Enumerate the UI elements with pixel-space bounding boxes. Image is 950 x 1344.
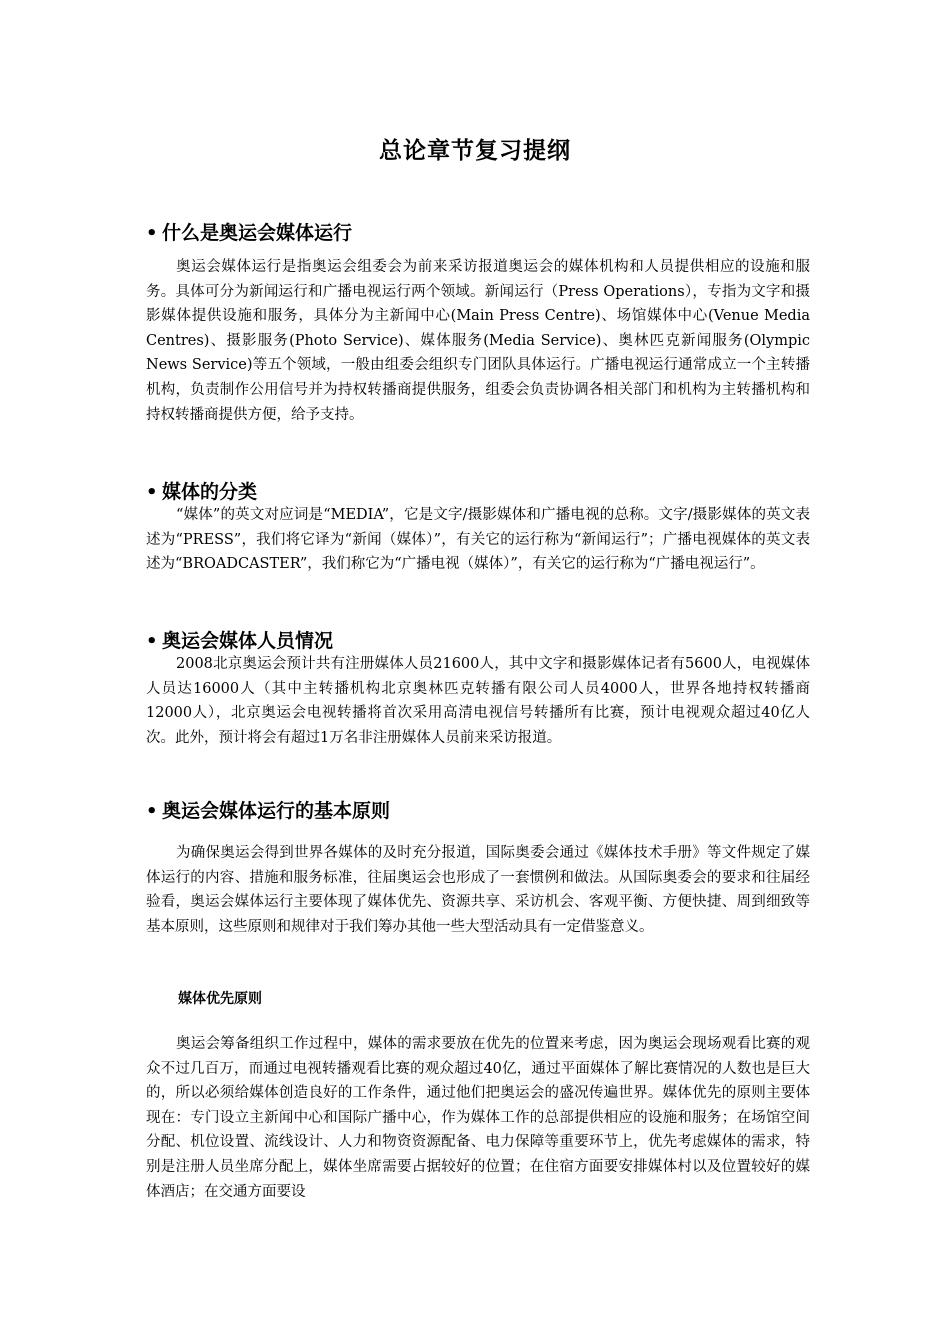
section-heading-text: 奥运会媒体运行的基本原则: [162, 800, 391, 822]
section-paragraph-media-classification: “媒体”的英文对应词是“MEDIA”，它是文字/摄影媒体和广播电视的总称。文字/摄影媒体的英文表述为“PRESS”，我们将它译为“新闻（媒体）”，有关它的运行称为“新闻运行”；广播电视媒体的英文表述为“BROADCASTER”，我们称它为“广播电视（媒体）”，有关它的运行称为“广播电视运行”。: [146, 507, 810, 573]
section-heading-text: 奥运会媒体人员情况: [162, 630, 334, 652]
section-paragraph-basic-principles: 为确保奥运会得到世界各媒体的及时充分报道，国际奥委会通过《媒体技术手册》等文件规定了媒体运行的内容、措施和服务标准，往届奥运会也形成了一套惯例和做法。从国际奥委会的要求和往届经验看，奥运会媒体运行主要体现了媒体优先、资源共享、采访机会、客观平衡、方便快捷、周到细致等基本原则，这些原则和规律对于我们筹办其他一些大型活动具有一定借鉴意义。: [146, 845, 810, 935]
subsection-paragraph-media-priority: 奥运会筹备组织工作过程中，媒体的需求要放在优先的位置来考虑，因为奥运会现场观看比赛的观众不过几百万，而通过电视转播观看比赛的观众超过40亿，通过平面媒体了解比赛情况的人数也是巨大的，所以必须给媒体创造良好的工作条件，通过他们把奥运会的盛况传遍世界。媒体优先的原则主要体现在：专门设立主新闻中心和国际广播中心，作为媒体工作的总部提供相应的设施和服务；在场馆空间分配、机位设置、流线设计、人力和物资资源配备、电力保障等重要环节上，优先考虑媒体的需求，特别是注册人员坐席分配上，媒体坐席需要占据较好的位置；在住宿方面要安排媒体村以及位置较好的媒体酒店；在交通方面要设: [146, 1036, 810, 1200]
section-heading-media-personnel: [146, 626, 333, 653]
section-heading-text: 什么是奥运会媒体运行: [162, 222, 353, 244]
bullet-icon: •: [146, 801, 158, 822]
section-heading-media-classification: [146, 477, 257, 504]
section-heading-text: 媒体的分类: [162, 481, 258, 503]
subsection-heading-media-priority: 媒体优先原则: [178, 991, 262, 1007]
section-heading-what-is-media-operations: [146, 218, 352, 245]
section-paragraph-media-personnel: 2008北京奥运会预计共有注册媒体人员21600人，其中文字和摄影媒体记者有5600人，电视媒体人员达16000人（其中主转播机构北京奥林匹克转播有限公司人员4000人，世界各地持权转播商12000人），北京奥运会电视转播将首次采用高清电视信号转播所有比赛，预计电视观众超过40亿人次。此外，预计将会有超过1万名非注册媒体人员前来采访报道。: [146, 656, 810, 746]
bullet-icon: •: [146, 482, 158, 503]
section-paragraph-what-is-media-operations: 奥运会媒体运行是指奥运会组委会为前来采访报道奥运会的媒体机构和人员提供相应的设施和服务。具体可分为新闻运行和广播电视运行两个领域。新闻运行（Press Operations），专指为文字和摄影媒体提供设施和服务，具体分为主新闻中心(Main Press Centre)、场馆媒体中心(Venue Media Centres)、摄影服务(Photo Service)、媒体服务(Media Service)、奥林匹克新闻服务(Olympic News Service)等五个领域，一般由组委会组织专门团队具体运行。广播电视运行通常成立一个主转播机构，负责制作公用信号并为持权转播商提供服务，组委会负责协调各相关部门和机构为主转播机构和持权转播商提供方便，给予支持。: [146, 259, 810, 423]
bullet-icon: •: [146, 631, 158, 652]
bullet-icon: •: [146, 223, 158, 244]
section-heading-basic-principles: [146, 796, 390, 823]
page-title: 总论章节复习提纲: [379, 138, 571, 164]
